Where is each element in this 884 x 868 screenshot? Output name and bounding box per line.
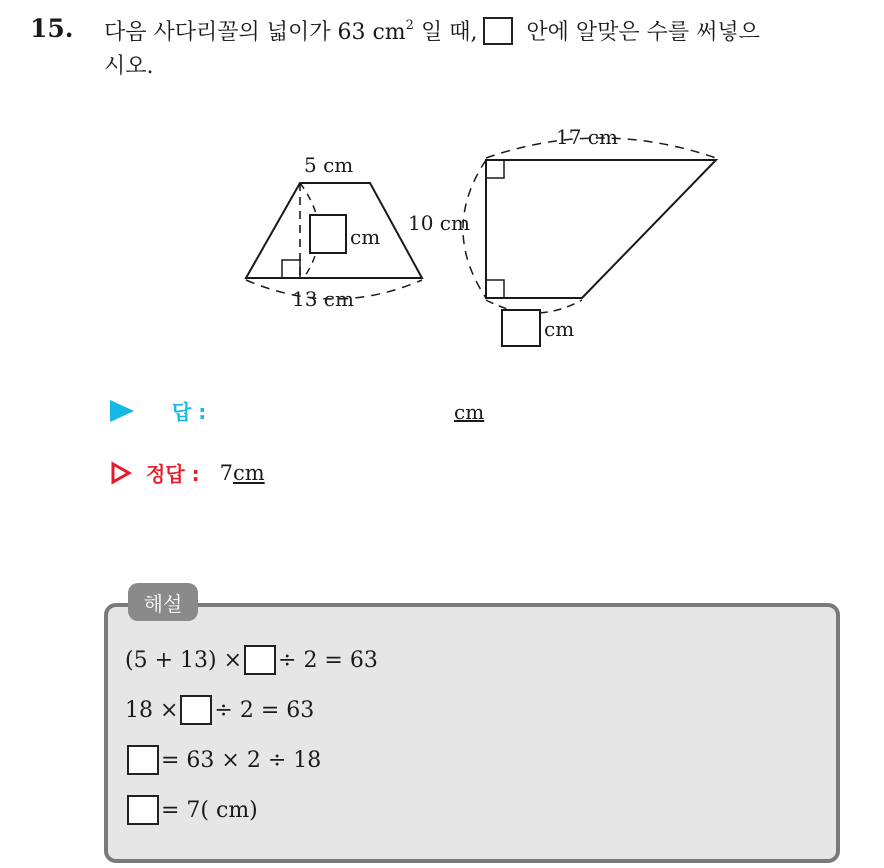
answer-label: 답 : [172, 400, 207, 424]
question-text-line2: 시오. [104, 54, 154, 79]
equation-line-3 [125, 745, 321, 775]
answer-unit: cm [454, 400, 485, 424]
eq1-left: (5 + 13) × [125, 647, 243, 673]
solution-row [110, 458, 265, 487]
blank-box-icon [244, 645, 276, 675]
equation-line-1 [125, 645, 378, 675]
blank-box-icon [127, 795, 159, 825]
answer-row [110, 396, 206, 425]
question-text-part2: 일 때, [413, 20, 478, 45]
label-17cm: 17 cm [556, 125, 618, 149]
outline-arrow-icon [110, 461, 132, 485]
blank-box-icon [180, 695, 212, 725]
solution-unit: cm [232, 460, 265, 485]
superscript-2: 2 [405, 17, 414, 33]
left-trapezoid [246, 153, 422, 311]
label-10cm: 10 cm [408, 211, 470, 235]
question-text-part1: 다음 사다리꼴의 넓이가 63 cm [104, 20, 406, 45]
eq2-right: ÷ 2 = 63 [214, 697, 315, 723]
equation-line-2 [125, 695, 314, 725]
eq3-right: = 63 × 2 ÷ 18 [161, 747, 322, 773]
play-arrow-icon [110, 400, 134, 422]
label-13cm: 13 cm [292, 287, 354, 311]
question-number: 15. [30, 14, 74, 43]
label-left-height-unit: cm [350, 225, 381, 249]
label-5cm: 5 cm [304, 153, 354, 177]
blank-box-icon [127, 745, 159, 775]
equation-line-4 [125, 795, 258, 825]
question-text-part3: 안에 알맞은 수를 써넣으 [519, 20, 760, 45]
eq2-left: 18 × [125, 697, 179, 723]
solution-value: 7 [219, 460, 233, 485]
right-trapezoid [408, 125, 716, 346]
solution-label: 정답 : [146, 462, 200, 486]
eq1-right: ÷ 2 = 63 [278, 647, 378, 673]
label-right-bottom-unit: cm [544, 317, 575, 341]
eq4-right: = 7( cm) [161, 797, 258, 823]
explanation-tag: 해설 [128, 583, 198, 621]
